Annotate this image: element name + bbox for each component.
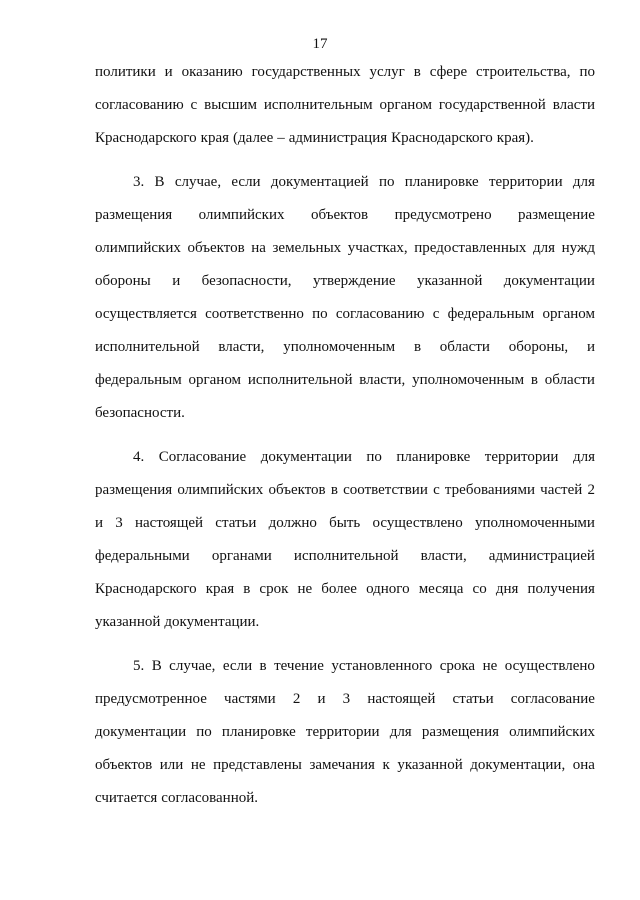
text-line: считается согласованной. — [95, 790, 259, 806]
text-line: безопасности. — [95, 405, 185, 421]
paragraph — [95, 166, 595, 430]
paragraph — [95, 441, 595, 639]
paragraph — [95, 56, 595, 155]
text-line: указанной документации. — [95, 614, 260, 630]
text-line: согласованию с высшим исполнительным органом государственной власти — [95, 97, 595, 113]
text-line: Краснодарского края (далее – администрация Краснодарского края). — [95, 130, 534, 146]
text-line: 3. В случае, если документацией по планировке территории для — [133, 174, 595, 190]
text-line: документации по планировке территории для размещения олимпийских — [95, 724, 595, 740]
text-line: и 3 настоящей статьи должно быть осуществлено уполномоченными — [95, 515, 595, 531]
text-line: 4. Согласование документации по планировке территории для — [133, 449, 595, 465]
text-line: размещения олимпийских объектов предусмотрено размещение — [95, 207, 595, 223]
text-line: обороны и безопасности, утверждение указанной документации — [95, 273, 595, 289]
paragraph — [95, 650, 595, 815]
text-line: объектов или не представлены замечания к указанной документации, она — [95, 757, 595, 773]
text-line: осуществляется соответственно по согласованию с федеральным органом — [95, 306, 595, 322]
text-line: Краснодарского края в срок не более одного месяца со дня получения — [95, 581, 595, 597]
document-body — [95, 56, 595, 826]
text-line: исполнительной власти, уполномоченным в области обороны, и — [95, 339, 595, 355]
text-line: федеральным органом исполнительной власти, уполномоченным в области — [95, 372, 595, 388]
text-line: размещения олимпийских объектов в соответствии с требованиями частей 2 — [95, 482, 595, 498]
text-line: олимпийских объектов на земельных участках, предоставленных для нужд — [95, 240, 595, 256]
text-line: федеральными органами исполнительной власти, администрацией — [95, 548, 595, 564]
text-line: политики и оказанию государственных услуг в сфере строительства, по — [95, 64, 595, 80]
text-line: предусмотренное частями 2 и 3 настоящей статьи согласование — [95, 691, 595, 707]
page-number: 17 — [312, 36, 328, 52]
text-line: 5. В случае, если в течение установленного срока не осуществлено — [133, 658, 595, 674]
